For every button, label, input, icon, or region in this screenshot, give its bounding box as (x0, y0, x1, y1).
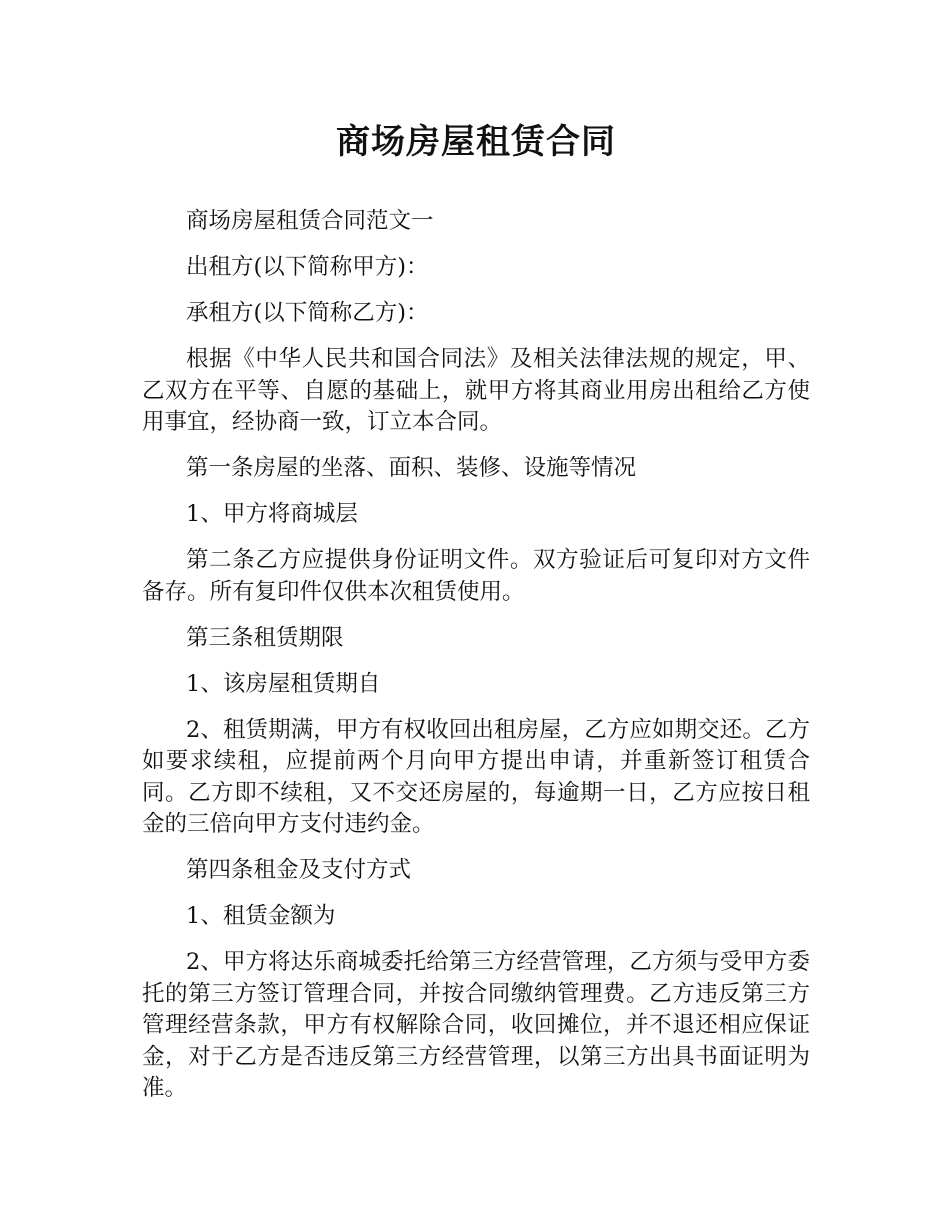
paragraph-article-3: 第三条租赁期限 (186, 624, 344, 651)
paragraph-article-4-item-1: 1、租赁金额为 (186, 903, 336, 929)
paragraph-sample-heading: 商场房屋租赁合同范文一 (186, 208, 434, 234)
paragraph-article-4-item-2: 2、甲方将达乐商城委托给第三方经营管理，乙方须与受甲方委托的第三方签订管理合同，并按合同缴纳管理费。乙方违反第三方管理经营条款，甲方有权解除合同，收回摊位，并不退还相应保证金，对于乙方是否违反第三方经营管理，以第三方出具书面证明为准。 (142, 949, 810, 1101)
paragraph-article-4: 第四条租金及支付方式 (186, 857, 412, 883)
document-title: 商场房屋租赁合同 (336, 122, 616, 162)
paragraph-lessor: 出租方(以下简称甲方)： (186, 254, 429, 280)
paragraph-lessee: 承租方(以下简称乙方)： (186, 300, 429, 326)
paragraph-article-2: 第二条乙方应提供身份证明文件。双方验证后可复印对方文件备存。所有复印件仅供本次租赁使用。 (142, 547, 810, 605)
paragraph-article-3-item-1: 1、该房屋租赁期自 (186, 670, 381, 697)
document-body (142, 206, 810, 1105)
paragraph-article-1-item-1: 1、甲方将商城层 (186, 501, 358, 527)
paragraph-article-1: 第一条房屋的坐落、面积、装修、设施等情况 (186, 455, 637, 481)
paragraph-article-3-item-2: 2、租赁期满，甲方有权收回出租房屋，乙方应如期交还。乙方如要求续租，应提前两个月向甲方提出申请，并重新签订租赁合同。乙方即不续租，又不交还房屋的，每逾期一日，乙方应按日租金的三倍向甲方支付违约金。 (142, 716, 810, 837)
paragraph-preamble: 根据《中华人民共和国合同法》及相关法律法规的规定，甲、乙双方在平等、自愿的基础上，就甲方将其商业用房出租给乙方使用事宜，经协商一致，订立本合同。 (142, 346, 810, 435)
